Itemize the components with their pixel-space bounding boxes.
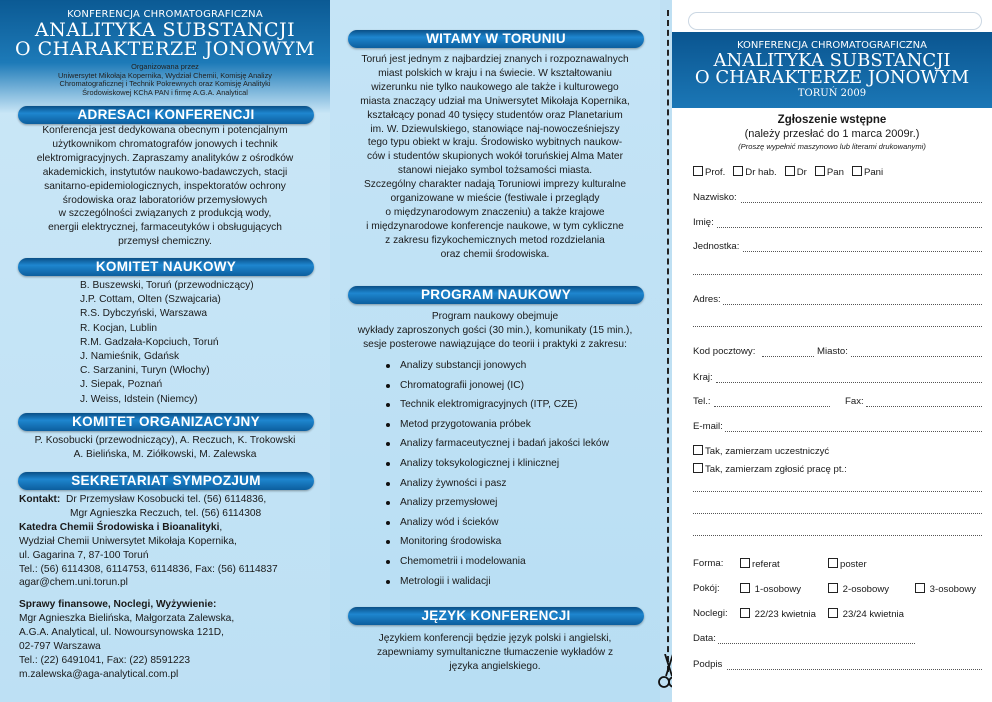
form-city-year: TORUŃ 2009 [797, 88, 867, 99]
list-item: Technik elektromigracyjnych (ITP, CZE) [382, 395, 652, 415]
checkbox-pan[interactable]: Pan [815, 167, 844, 178]
form-heading: Zgłoszenie wstępne [777, 114, 887, 126]
tel-label: Tel.: [693, 396, 711, 407]
country-field[interactable] [716, 382, 982, 383]
signature-field[interactable] [727, 669, 982, 670]
welcome-heading: WITAMY W TORUNIU [348, 30, 644, 48]
fax-label: Fax: [845, 396, 864, 407]
secretariat-contact: Kontakt: Dr Przemysław Kosobucki tel. (56) 6114836, Mgr Agnieszka Reczuch, tel. (56) 6114308 Katedra Chemii Środowiska i Bioanalityki, Wydział Chemii Uniwersytet Mikołaja Kopernika, ul. Gagarina 7, 87-100 Toruń Tel.: (56) 6114308, 6114753, 6114836, Fax: (56) 6114837 agar@chem.uni.torun.pl [19, 494, 278, 589]
program-heading: PROGRAM NAUKOWY [348, 286, 644, 304]
surname-field[interactable] [741, 202, 982, 203]
list-item: Analizy żywności i pasz [382, 474, 652, 494]
country-label: Kraj: [693, 372, 713, 383]
title-checkbox-row [693, 166, 883, 178]
checkbox-room-2[interactable]: 2-osobowy [828, 583, 889, 595]
organizer-line: Uniwersytet Mikołaja Kopernika, Wydział Chemii, Komisję Analizy [58, 70, 272, 80]
unit-label: Jednostka: [693, 241, 740, 252]
cut-line [667, 10, 669, 672]
list-item: Chromatografii jonowej (IC) [382, 376, 652, 396]
organizer-line: Środowiskowej KChA PAN i firmę A.G.A. Analytical [82, 87, 248, 97]
checkbox-night-23-24[interactable]: 23/24 kwietnia [828, 608, 904, 620]
checkbox-dr-hab[interactable]: Dr hab. [733, 167, 776, 178]
form-instruction: (Proszę wypełnić maszynowo lub literami drukowanymi) [738, 142, 926, 151]
language-heading: JĘZYK KONFERENCJI [348, 607, 644, 625]
checkbox-room-3[interactable]: 3-osobowy [915, 583, 976, 595]
checkbox-prof[interactable]: Prof. [693, 167, 725, 178]
form-title-line2: O CHARAKTERZE JONOWYM [694, 67, 970, 88]
postal-code-label: Kod pocztowy: [693, 346, 756, 357]
organizer-line: Chromatograficznej i Technik Pokrewnych oraz Komisję Analityki [59, 79, 271, 89]
tel-field[interactable] [714, 406, 830, 407]
checkbox-participate[interactable]: Tak, zamierzam uczestniczyć [693, 445, 829, 457]
paper-title-field-line2[interactable] [693, 513, 982, 514]
paper-title-field-line3[interactable] [693, 535, 982, 536]
nights-label: Noclegi: [693, 608, 728, 619]
checkbox-submit-paper[interactable]: Tak, zamierzam zgłosić pracę pt.: [693, 463, 847, 475]
organizing-committee-text: P. Kosobucki (przewodniczący), A. Reczuch, K. Trokowski A. Bielińska, M. Ziółkowski, M. Zalewska [34, 435, 296, 460]
address-field-line2[interactable] [693, 326, 982, 327]
room-label: Pokój: [693, 583, 720, 594]
secretariat-finance: Sprawy finansowe, Noclegi, Wyżywienie: Mgr Agnieszka Bielińska, Małgorzata Zalewska, A.G.A. Analytical, ul. Nowoursynowska 121D, 02-797 Warszawa Tel.: (22) 6491041, Fax: (22) 8591223 m.zalewska@aga-analytical.com.pl [19, 599, 235, 680]
form-deadline: (należy przesłać do 1 marca 2009r.) [744, 128, 920, 140]
checkbox-room-1[interactable]: 1-osobowy [740, 583, 801, 595]
list-item: Analizy wód i ścieków [382, 513, 652, 533]
form-conference-label: KONFERENCJA CHROMATOGRAFICZNA [737, 40, 927, 51]
welcome-text: Toruń jest jednym z najbardziej znanych i rozpoznawalnych miast polskich w kraju i na świecie. W kształtowaniu wizerunku nie tylko naukowego ale także i kulturowego miasta znaczący udział ma Uniwersytet Mikołaja Kopernika, kształcący ponad 40 tysięcy studentów oraz Planetarium im. W. Dziewulskiego, stanowiące naj-nowocześniejszy tego typu obiekt w kraju. Środowisko wybitnych naukow- ców i studentów skupionych wokół toruńskiej Alma Mater stanowi niejako symbol tożsamości miasta. Szczególny charakter nadają Toruniowi imprezy kulturalne organizowane w mieście (festiwale i przeglądy o międzynarodowym znaczeniu) a także krajowe i międzynarodowe konferencje naukowe, w tym cykliczne z zakresu fizykochemicznych metod rozdzielania oraz chemii środowiska. [360, 54, 630, 260]
program-topics [382, 356, 652, 591]
surname-label: Nazwisko: [693, 192, 737, 203]
list-item: Analizy farmaceutycznej i badań jakości leków [382, 434, 652, 454]
list-item: Chemometrii i modelowania [382, 552, 652, 572]
secretariat-heading: SEKRETARIAT SYMPOZJUM [18, 472, 314, 490]
language-text: Językiem konferencji będzie język polski i angielski, zapewniamy symultaniczne tłumaczenie wykładów z języka angielskiego. [376, 633, 614, 672]
list-item: Metrologii i walidacji [382, 572, 652, 592]
email-label: E-mail: [693, 421, 723, 432]
scientific-committee-heading: KOMITET NAUKOWY [18, 258, 314, 276]
form-type-label: Forma: [693, 558, 724, 569]
addressees-heading: ADRESACI KONFERENCJI [18, 106, 314, 124]
date-label: Data: [693, 633, 716, 644]
title-line2: O CHARAKTERZE JONOWYM [14, 38, 316, 60]
addressees-text: Konferencja jest dedykowana obecnym i potencjalnym użytkownikom chromatografów jonowych i technik elektromigracyjnych. Zapraszamy analityków z ośrodków akademickich, instytutów naukowo-badawczych, stacji sanitarno-epidemiologicznych, inspektoratów ochrony środowiska oraz laboratoriów przemysłowych w szczególności związanych z produkcją wody, energii elektrycznej, farmaceutyków i obsługujących przemysł chemiczny. [36, 125, 294, 248]
checkbox-poster[interactable]: poster [828, 558, 867, 570]
list-item: Analizy przemysłowej [382, 493, 652, 513]
unit-field[interactable] [743, 251, 982, 252]
title-line1: ANALITYKA SUBSTANCJI [34, 19, 296, 41]
checkbox-night-22-23[interactable]: 22/23 kwietnia [740, 608, 816, 620]
first-name-label: Imię: [693, 217, 714, 228]
organizer-line: Organizowana przez [131, 62, 199, 71]
unit-field-line2[interactable] [693, 274, 982, 275]
email-field[interactable] [725, 431, 982, 432]
city-field[interactable] [851, 356, 982, 357]
postal-code-field[interactable] [762, 356, 814, 357]
list-item: Analizy substancji jonowych [382, 356, 652, 376]
organizers [0, 63, 330, 97]
fax-field[interactable] [866, 406, 982, 407]
checkbox-referat[interactable]: referat [740, 558, 780, 570]
paper-title-field[interactable] [693, 491, 982, 492]
form-title-line1: ANALITYKA SUBSTANCJI [713, 50, 951, 71]
date-field[interactable] [718, 643, 915, 644]
first-name-field[interactable] [717, 227, 982, 228]
conference-label: KONFERENCJA CHROMATOGRAFICZNA [67, 9, 263, 20]
program-intro: Program naukowy obejmuje wykłady zaproszonych gości (30 min.), komunikaty (15 min.), sesje posterowe nawiązujące do teorii i praktyki z zakresu: [357, 311, 633, 350]
address-label: Adres: [693, 294, 721, 305]
top-rounded-bar [688, 12, 982, 30]
signature-label: Podpis [693, 659, 723, 670]
list-item: Monitoring środowiska [382, 532, 652, 552]
checkbox-dr[interactable]: Dr [785, 167, 807, 178]
list-item: Analizy toksykologicznej i klinicznej [382, 454, 652, 474]
organizing-committee-heading: KOMITET ORGANIZACYJNY [18, 413, 314, 431]
scientific-committee-members: B. Buszewski, Toruń (przewodniczący) J.P. Cottam, Olten (Szwajcaria) R.S. Dybczyński, Warszawa R. Kocjan, Lublin R.M. Gadzała-Kopciuch, Toruń J. Namieśnik, Gdańsk C. Sarzanini, Turyn (Włochy) J. Siepak, Poznań J. Weiss, Idstein (Niemcy) [80, 280, 254, 405]
city-label: Miasto: [817, 346, 848, 357]
list-item: Metod przygotowania próbek [382, 415, 652, 435]
address-field[interactable] [723, 304, 982, 305]
checkbox-pani[interactable]: Pani [852, 167, 883, 178]
